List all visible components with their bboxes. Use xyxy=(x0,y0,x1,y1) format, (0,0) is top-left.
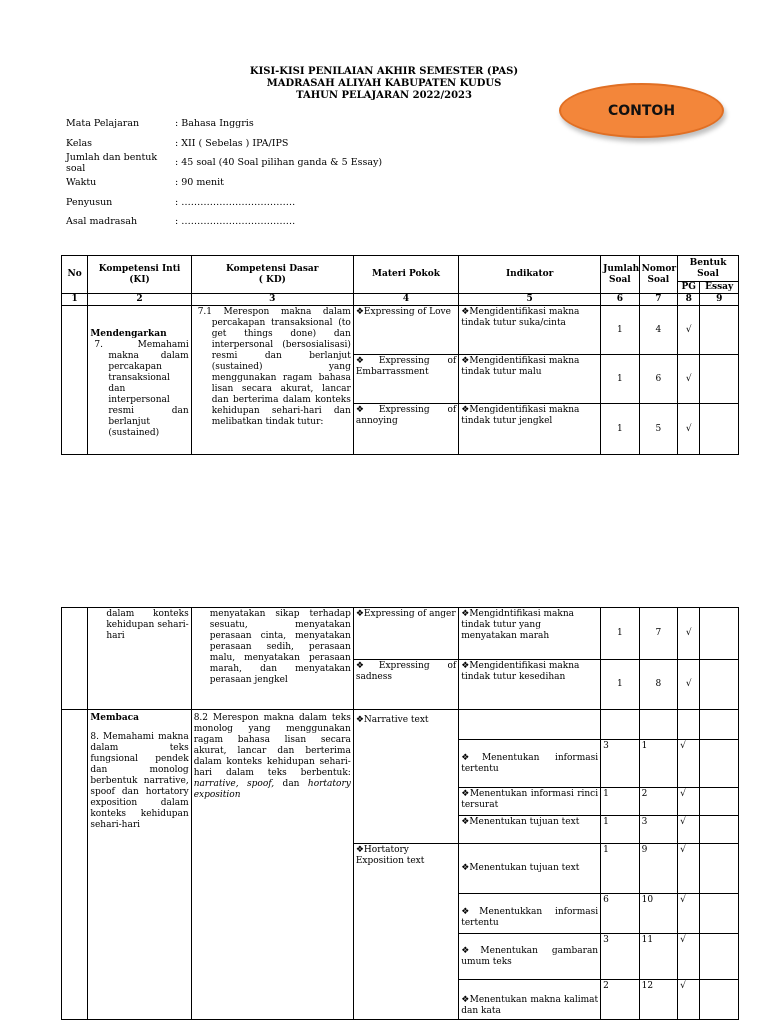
essay-cell xyxy=(700,980,739,1020)
indikator-cell xyxy=(459,788,601,816)
kd-cell xyxy=(191,608,353,710)
col-indikator: Indikator xyxy=(459,256,601,294)
col-number: 9 xyxy=(700,294,739,306)
materi-cell xyxy=(353,306,458,355)
materi-text: ❖ Expressing of anger xyxy=(356,609,456,620)
col-number: 7 xyxy=(639,294,678,306)
essay-cell xyxy=(700,934,739,980)
col-number: 8 xyxy=(678,294,700,306)
essay-cell xyxy=(700,404,739,455)
jumlah-cell: 1 xyxy=(601,660,640,710)
indikator-cell xyxy=(459,404,601,455)
pg-cell: √ xyxy=(678,608,700,660)
meta-value: : ……………………………… xyxy=(175,216,296,228)
indikator-cell xyxy=(459,980,601,1020)
materi-text: ❖ Expressing of Love xyxy=(356,307,456,318)
col-ki xyxy=(88,256,191,294)
ki-text: 7. Memahami makna dalam percakapan transaksional dan interpersonal resmi dan berlanjut (sustained) xyxy=(94,340,189,438)
meta-row xyxy=(66,134,382,154)
indikator-cell xyxy=(459,660,601,710)
pg-cell: √ xyxy=(678,740,700,788)
jumlah-cell: 1 xyxy=(601,355,640,404)
meta-label: Waktu xyxy=(66,177,97,189)
jumlah-cell: 2 xyxy=(601,980,640,1020)
indikator-text: ❖ Mengidentifikasi makna tindak tutur suka/cinta xyxy=(461,307,598,329)
meta-value: : ……………………………… xyxy=(175,196,296,208)
indikator-text: ❖ Mengidentifikasi makna tindak tutur jengkel xyxy=(461,405,598,427)
nomor-cell: 6 xyxy=(639,355,678,404)
kd-text-genre-b: hortatory exposition xyxy=(193,779,351,800)
meta-label: Kelas xyxy=(66,137,93,149)
col-pg: PG xyxy=(678,282,700,294)
pg-cell: √ xyxy=(678,844,700,894)
ki-title: Membaca xyxy=(90,713,139,723)
contoh-badge xyxy=(559,83,724,138)
pg-cell: √ xyxy=(678,894,700,934)
column-number-row xyxy=(62,294,739,306)
jumlah-cell: 1 xyxy=(601,844,640,894)
kd-text: 7.1 Merespon makna dalam percakapan transaksional (to get things done) dan interpersonal (bersosialisasi) resmi dan berlanjut (sustained) yang menggunakan ragam bahasa lisan secara akurat, lancar dan berterima dalam konteks kehidupan sehari-hari dan melibatkan tindak tutur: xyxy=(197,307,351,427)
indikator-cell xyxy=(459,844,601,894)
table-row xyxy=(62,710,739,740)
header-row xyxy=(62,256,739,282)
kisi-kisi-table-1 xyxy=(61,255,739,455)
indikator-cell xyxy=(459,306,601,355)
pg-cell: √ xyxy=(678,980,700,1020)
title-line-3: TAHUN PELAJARAN 2022/2023 xyxy=(296,90,472,101)
kd-text-genre-a: narrative, spoof, xyxy=(193,779,275,789)
indikator-text: ❖ Mengidntifikasi makna tindak tutur yang menyatakan marah xyxy=(461,609,598,642)
jumlah-cell: 1 xyxy=(601,788,640,816)
meta-row xyxy=(66,114,382,134)
col-ki-abbr: (KI) xyxy=(129,274,150,285)
col-ki-label: Kompetensi Inti xyxy=(98,263,181,274)
col-kd-abbr: ( KD) xyxy=(258,274,286,285)
jumlah-cell: 1 xyxy=(601,404,640,455)
nomor-cell: 3 xyxy=(639,816,678,844)
pg-cell: √ xyxy=(678,404,700,455)
nomor-cell: 7 xyxy=(639,608,678,660)
pg-cell: √ xyxy=(678,355,700,404)
col-kd xyxy=(191,256,353,294)
materi-text: ❖ Hortatory Exposition text xyxy=(356,845,456,867)
indikator-cell xyxy=(459,355,601,404)
nomor-cell: 2 xyxy=(639,788,678,816)
nomor-cell: 4 xyxy=(639,306,678,355)
jumlah-cell: 3 xyxy=(601,740,640,788)
indikator-cell xyxy=(459,816,601,844)
essay-cell xyxy=(700,710,739,740)
ki-cell xyxy=(88,710,191,1020)
col-number: 3 xyxy=(191,294,353,306)
nomor-cell: 8 xyxy=(639,660,678,710)
kd-text: menyatakan sikap terhadap sesuatu, menyatakan perasaan cinta, menyatakan perasaan sedih, perasaan malu, menyatakan perasaan marah, dan menyatakan perasaan jengkel xyxy=(209,609,351,685)
ki-text: 8. Memahami makna dalam teks fungsional pendek dan monolog berbentuk narrative, spoof dan hortatory exposition dalam konteks kehidupan sehari-hari xyxy=(90,732,189,830)
pg-cell: √ xyxy=(678,660,700,710)
materi-cell xyxy=(353,710,458,844)
ki-title: Mendengarkan xyxy=(90,329,167,339)
materi-cell xyxy=(353,355,458,404)
meta-label: Jumlah dan bentuk soal xyxy=(66,151,158,174)
meta-row xyxy=(66,212,382,232)
nomor-cell: 9 xyxy=(639,844,678,894)
materi-cell xyxy=(353,844,458,1020)
meta-value: : XII ( Sebelas ) IPA/IPS xyxy=(175,137,289,149)
pg-cell: √ xyxy=(678,816,700,844)
meta-label: Penyusun xyxy=(66,196,113,208)
indikator-cell xyxy=(459,934,601,980)
essay-cell xyxy=(700,660,739,710)
col-nomor: Nomor Soal xyxy=(639,256,678,294)
nomor-cell xyxy=(639,710,678,740)
indikator-text: ❖ Menentukan informasi rinci tersurat xyxy=(461,789,598,811)
nomor-cell: 11 xyxy=(639,934,678,980)
jumlah-cell: 3 xyxy=(601,934,640,980)
col-number: 6 xyxy=(601,294,640,306)
ki-cell xyxy=(88,608,191,710)
indikator-text: ❖ Menentukan gambaran umum teks xyxy=(461,946,598,968)
jumlah-cell xyxy=(601,710,640,740)
col-essay: Essay xyxy=(700,282,739,294)
table-row xyxy=(62,608,739,660)
title-line-2: MADRASAH ALIYAH KABUPATEN KUDUS xyxy=(266,78,502,89)
nomor-cell: 10 xyxy=(639,894,678,934)
contoh-badge-label: CONTOH xyxy=(607,102,676,119)
col-bentuk: Bentuk Soal xyxy=(678,256,739,282)
essay-cell xyxy=(700,844,739,894)
essay-cell xyxy=(700,608,739,660)
no-cell xyxy=(62,608,88,710)
indikator-text: ❖ Menentukkan informasi tertentu xyxy=(461,907,598,929)
pg-cell: √ xyxy=(678,306,700,355)
kd-cell xyxy=(191,710,353,1020)
kd-text-conj: dan xyxy=(274,779,308,789)
meta-row xyxy=(66,173,382,193)
indikator-text: ❖ Menentukan tujuan text xyxy=(461,817,598,828)
col-kd-label: Kompetensi Dasar xyxy=(226,263,319,274)
col-materi: Materi Pokok xyxy=(353,256,458,294)
materi-text: ❖ Narrative text xyxy=(356,715,456,726)
meta-value: : Bahasa Inggris xyxy=(175,118,254,130)
meta-value: : 45 soal (40 Soal pilihan ganda & 5 Essay) xyxy=(175,157,383,169)
essay-cell xyxy=(700,306,739,355)
jumlah-cell: 1 xyxy=(601,608,640,660)
nomor-cell: 1 xyxy=(639,740,678,788)
jumlah-cell: 1 xyxy=(601,816,640,844)
nomor-cell: 12 xyxy=(639,980,678,1020)
nomor-cell: 5 xyxy=(639,404,678,455)
essay-cell xyxy=(700,355,739,404)
indikator-text: ❖ Mengidentifikasi makna tindak tutur malu xyxy=(461,356,598,378)
indikator-cell xyxy=(459,608,601,660)
pg-cell: √ xyxy=(678,788,700,816)
col-number: 5 xyxy=(459,294,601,306)
materi-text: ❖ Expressing of annoying xyxy=(356,405,456,427)
col-number: 1 xyxy=(62,294,88,306)
kisi-kisi-table-2 xyxy=(61,607,739,1020)
materi-cell xyxy=(353,660,458,710)
meta-row xyxy=(66,153,382,173)
materi-cell xyxy=(353,608,458,660)
indikator-text: ❖ Menentukan makna kalimat dan kata xyxy=(461,995,598,1017)
indikator-text: ❖ Menentukan informasi tertentu xyxy=(461,753,598,775)
title-line-1: KISI-KISI PENILAIAN AKHIR SEMESTER (PAS) xyxy=(249,66,519,77)
meta-info xyxy=(66,114,382,232)
essay-cell xyxy=(700,816,739,844)
indikator-cell xyxy=(459,740,601,788)
meta-row xyxy=(66,192,382,212)
kd-text-main: 8.2 Merespon makna dalam teks monolog yang menggunakan ragam bahasa lisan secara akurat, lancar dan berterima dalam konteks kehidupan sehari-hari dalam teks berbentuk: xyxy=(193,713,351,778)
indikator-cell xyxy=(459,894,601,934)
indikator-text: ❖ Menentukan tujuan text xyxy=(461,863,598,874)
essay-cell xyxy=(700,740,739,788)
materi-text: ❖ Expressing of Embarrassment xyxy=(356,356,456,378)
ki-text: dalam konteks kehidupan sehari-hari xyxy=(106,609,189,641)
ki-cell xyxy=(88,306,191,455)
kd-cell xyxy=(191,306,353,455)
col-number: 4 xyxy=(353,294,458,306)
meta-label: Mata Pelajaran xyxy=(66,118,140,130)
meta-value: : 90 menit xyxy=(175,177,224,189)
indikator-cell xyxy=(459,710,601,740)
no-cell xyxy=(62,710,88,1020)
indikator-text: ❖ Mengidentifikasi makna tindak tutur kesedihan xyxy=(461,661,598,683)
essay-cell xyxy=(700,788,739,816)
jumlah-cell: 1 xyxy=(601,306,640,355)
meta-label: Asal madrasah xyxy=(66,216,138,228)
col-jumlah: Jumlah Soal xyxy=(601,256,640,294)
col-number: 2 xyxy=(88,294,191,306)
materi-text: ❖ Expressing of sadness xyxy=(356,661,456,683)
jumlah-cell: 6 xyxy=(601,894,640,934)
pg-cell xyxy=(678,710,700,740)
no-cell xyxy=(62,306,88,455)
materi-cell xyxy=(353,404,458,455)
pg-cell: √ xyxy=(678,934,700,980)
essay-cell xyxy=(700,894,739,934)
col-no: No xyxy=(62,256,88,294)
table-row xyxy=(62,306,739,355)
